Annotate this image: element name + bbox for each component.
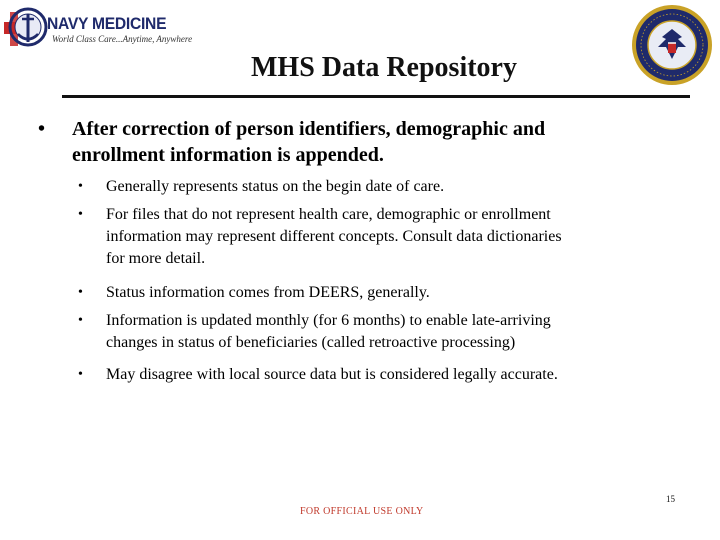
- page-number: 15: [666, 494, 675, 504]
- bullet-marker: •: [78, 179, 83, 194]
- sub-bullet-text: [106, 176, 666, 198]
- main-bullet-line-2: enrollment information is appended.: [72, 144, 384, 166]
- slide-title: MHS Data Repository: [251, 52, 517, 83]
- main-bullet-text: [72, 116, 662, 168]
- bullet-marker: •: [78, 285, 83, 300]
- sub-bullet-line: for more detail.: [106, 250, 206, 267]
- sub-bullet-line: Status information comes from DEERS, generally.: [106, 284, 430, 301]
- logo-title: NAVY MEDICINE: [47, 14, 167, 33]
- classification-footer: FOR OFFICIAL USE ONLY: [300, 506, 424, 517]
- sub-bullet-text: [106, 204, 666, 270]
- main-bullet-line-1: After correction of person identifiers, demographic and: [72, 118, 546, 140]
- sub-bullet-text: [106, 364, 666, 386]
- logo-tagline: World Class Care...Anytime, Anywhere: [52, 34, 193, 44]
- title-divider: [62, 95, 690, 98]
- sub-bullet-line: Generally represents status on the begin date of care.: [106, 178, 445, 195]
- sub-bullet-line: Information is updated monthly (for 6 months) to enable late-arriving: [106, 312, 551, 329]
- bullet-marker: •: [78, 313, 83, 328]
- sub-bullet-line: information may represent different concepts. Consult data dictionaries: [106, 228, 562, 245]
- anchor-cross-icon: [2, 4, 48, 50]
- sub-bullet-line: changes in status of beneficiaries (called retroactive processing): [106, 334, 516, 351]
- bullet-marker: •: [78, 367, 83, 382]
- bullet-marker: •: [78, 207, 83, 222]
- navy-medicine-logo: [2, 4, 193, 50]
- sub-bullet-text: [106, 282, 666, 304]
- sub-bullet-text: [106, 310, 666, 354]
- bullet-marker: •: [38, 118, 46, 140]
- sub-bullet-line: For files that do not represent health care, demographic or enrollment: [106, 206, 551, 223]
- sub-bullet-line: May disagree with local source data but is considered legally accurate.: [106, 366, 558, 383]
